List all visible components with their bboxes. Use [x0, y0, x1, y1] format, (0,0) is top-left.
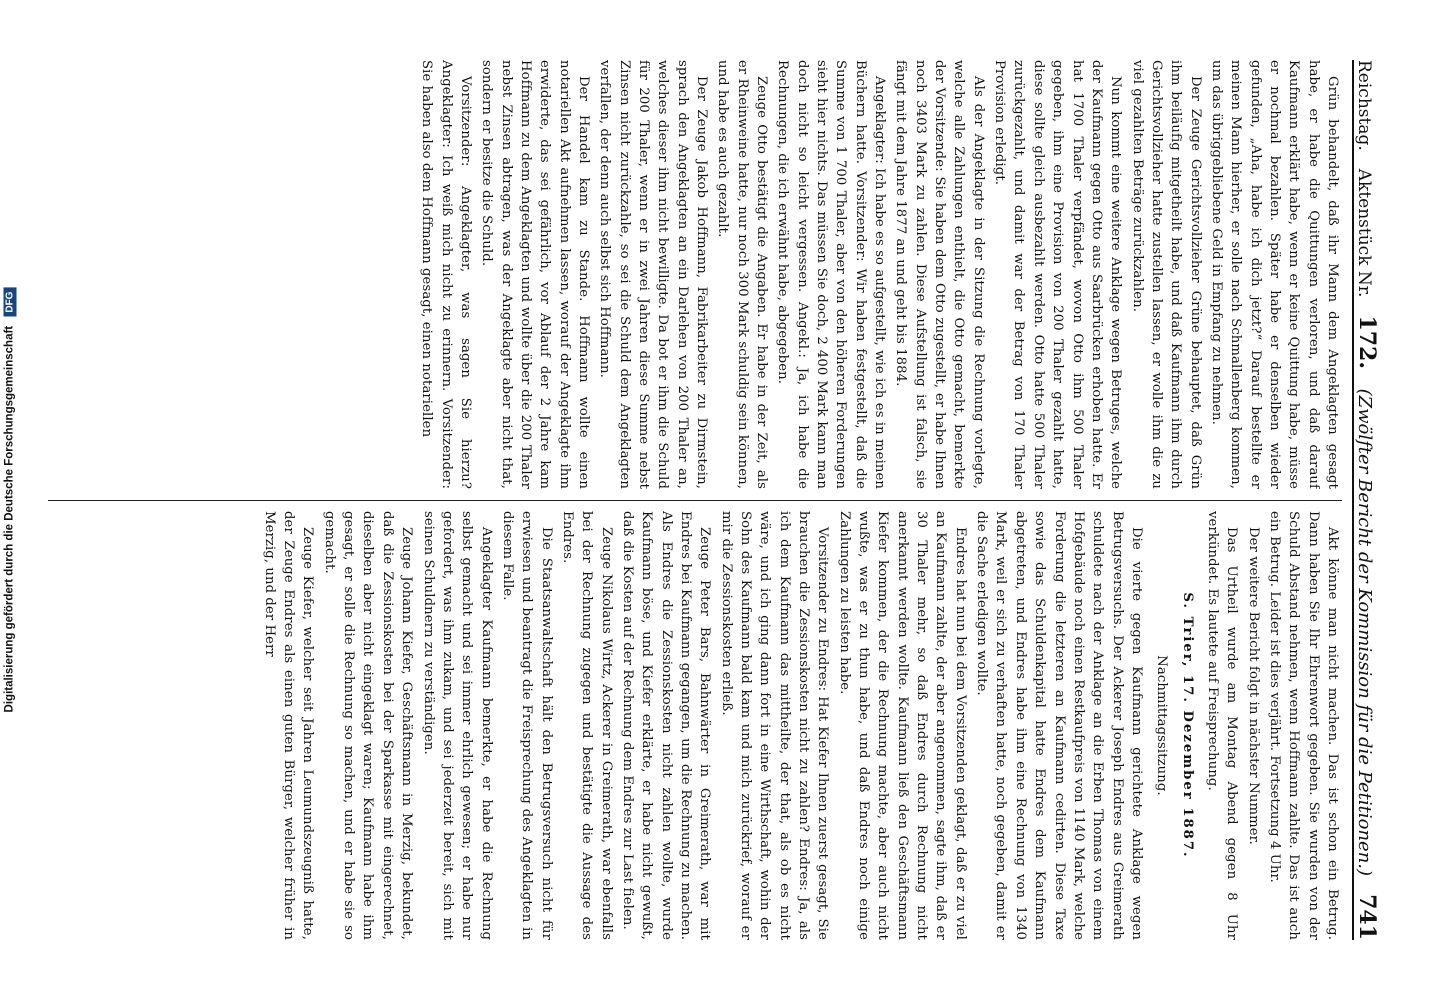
section-subtitle: Nachmittagssitzung. [1154, 655, 1170, 796]
paragraph: Der Handel kam zu Stande. Hoffmann wollte einen notariellen Akt aufnehmen lassen, worauf der Angeklagte ihm erwiderte, das sei gefährlich, vor Ablauf der 2 Jahre kam Hoffmann zu dem Angeklagten und wollte über die 200 Thaler nebst Zinsen abtragen, was der Angeklagte aber nicht that, sondern er besitze die Schuld. [479, 60, 591, 489]
dfg-logo: DFG [4, 288, 17, 317]
paragraph: Zeuge Peter Bars, Bahnwärter in Greimerath, war mit Endres bei Kaufmann gegangen, um die Rechnung zu machen. Als Endres die Zessionskosten nicht zahlen wollte, wurde Kaufmann böse, und Kiefer erklärte, er habe nicht gewußt, daß die Kosten auf der Rechnung dem Endres zur Last fielen. [619, 511, 713, 940]
paragraph: Grün behandelt, daß ihr Mann dem Angeklagten gesagt habe, er habe die Quittungen verloren, und daß darauf Kaufmann erklärt habe, wenn er keine Quittung habe, müsse er nochmal bezahlen. Später habe er denselben wieder gefunden, „Aha, habe ich dich jetzt?“ Darauf bestellte er meinen Mann hierher, er solle nach Schmallenberg kommen, um das übriggebliebene Geld in Empfang zu nehmen. [1208, 60, 1340, 489]
paragraph: Die vierte gegen Kaufmann gerichtete Anklage wegen Betrugsversuchs. Der Ackerer Joseph Endres aus Greimerath schuldete nach der Anklage an die Erben Thomas von einem Hofgebäude noch einen Restkaufpreis von 1140 Mark, welche Forderung die letzteren an Kaufmann cedirten. Diese Taxe sowie das Schuldenkapital hatte Endres dem Kaufmann abgetreten, und Endres habe ihm eine Rechnung von 1340 Mark, weil er sich zu verhaften hatte, noch gegeben, damit er die Sache erledigen wollte. [974, 511, 1144, 940]
paragraph: Die Staatsanwaltschaft hält den Betrugsversuch nicht für erwiesen und beantragt die Freisprechung des Angeklagten in diesem Falle. [499, 511, 554, 940]
paragraph: Zeuge Otto bestätigt die Angaben. Er habe in der Zeit, als er Rheinweine hatte, nur noch 300 Mark schuldig sein können, und habe es auch gezahlt. [715, 60, 770, 489]
page-header [1352, 60, 1394, 940]
credit-text: Digitalisierung gefördert durch die Deutsche Forschungsgemeinschaft [3, 325, 16, 713]
paragraph: Angeklagter: Ich habe es so aufgestellt, wie ich es in meinen Büchern hatte. Vorsitzender: Wir haben festgestellt, daß die Summe von 1 700 Thaler, aber von den höheren Forderungen sieht hier nichts. Das müssen Sie doch, 2 400 Mark kann man doch nicht so leicht vergessen. Angekl.: Ja, ich habe die Rechnungen, die ich erwähnt habe, abgegeben. [775, 60, 888, 489]
paragraph: Als der Angeklagte in der Sitzung die Rechnung vorlegte, welche alle Zahlungen enthielt, die Otto gemacht, bemerkte der Vorsitzende: Sie haben dem Otto zugestellt, er habe Ihnen noch 3403 Mark zu zahlen. Diese Aufstellung ist falsch, sie fängt mit dem Jahre 1877 an und geht bis 1884. [893, 60, 986, 489]
page-number: 741 [1354, 894, 1380, 940]
header-left-label: Reichstag. [1354, 60, 1374, 151]
section-dateline: S. Trier, 17. Dezember 1887. [1179, 592, 1195, 859]
header-center-title: (Zwölfter Bericht der Kommission für die Petitionen.) [1354, 388, 1375, 877]
header-left-sub: Aktenstück Nr. [1354, 168, 1374, 298]
paragraph: Nun kommt eine weitere Anklage wegen Betruges, welche der Kaufmann gegen Otto aus Saarbrücken erhoben hatte. Er hat 1700 Thaler verpfändet, wovon Otto ihm 500 Thaler gegeben, ihm eine Provision von 200 Thaler gezahlt hatte, diese sollte gleich ausbezahlt werden. Otto hatte 500 Thaler zurückgezahlt, und damit war der Betrag von 170 Thaler Provision erledigt. [992, 60, 1124, 489]
paragraph: Zeuge Nikolaus Wirtz, Ackerer in Greimerath, war ebenfalls bei der Rechnung zugegen und bestätigte die Aussage des Endres. [559, 511, 614, 940]
rotated-newspaper-page [20, 20, 1412, 980]
digitization-credit [0, 0, 20, 1000]
paragraph: Der weitere Bericht folgt in nächster Nummer. [1245, 527, 1261, 845]
paragraph: Zeuge Kiefer, welcher seit Jahren Leumundszeugniß hatte, der Zeuge Endres als einen guten Bürger, welcher früher in Merzig, und der Herr [261, 511, 316, 940]
paragraph: Angeklagter Kaufmann bemerkte, er habe die Rechnung selbst gemacht und sei immer ehrlich gewesen; er habe nur gefordert, was ihm zukam, und sei jederzeit bereit, sich mit seinen Schuldnern zu verständigen. [420, 511, 494, 940]
paragraph: Zeuge Johann Kiefer, Geschäftsmann in Merzig, bekundet, daß die Zessionskosten bei der Sparkasse mit eingerechnet, dieselben aber nicht eingeklagt waren; Kaufmann habe ihm gesagt, er solle die Rechnung so machen, und er habe sie so gemacht. [321, 511, 415, 940]
paragraph: Endres hat nun bei dem Vorsitzenden geklagt, daß er zu viel an Kaufmann zahlte, der aber angenommen, sagte ihm, daß er 30 Thaler mehr, so daß Endres durch Rechnung nicht anerkannt werden wollte. Kaufmann ließ den Geschäftsmann Kiefer kommen, der die Rechnung machte, aber auch nicht wußte, was er zu thun habe, und daß Endres noch einige Zahlungen zu leisten habe. [836, 511, 968, 940]
paragraph: Das Urtheil wurde am Montag Abend gegen 8 Uhr verkündet. Es lautete auf Freisprechung. [1204, 511, 1240, 940]
paragraph: Der Zeuge Gerichtsvollzieher Grüne behauptet, daß Grün ihm beiläufig mitgetheilt habe, und daß Kaufmann ihm durch Gerichtsvollzieher hatte zustellen lassen, er wolle ihm die zu viel gezahlten Beträge zurückzahlen. [1129, 60, 1203, 489]
paragraph: Der Zeuge Jakob Hoffmann, Fabrikarbeiter zu Dirmstein, sprach den Angeklagten an ein Darlehen von 200 Thaler an, welches dieser ihm nicht bewilligte. Da bot er ihm die Schuld für 200 Thaler, wenn er in zwei Jahren diese Summe nebst Zinsen nicht zurückzahle, so sei die Schuld dem Angeklagten verfallen, der denn auch selbst sich Hoffmann. [597, 60, 709, 489]
left-column [48, 60, 1342, 489]
issue-number: 172. [1354, 315, 1380, 370]
paragraph: Vorsitzender zu Endres: Hat Kiefer Ihnen zuerst gesagt, Sie brauchen die Zessionskosten nicht zu zahlen? Endres: Ja, als ich dem Kaufmann das mittheilte, der that, als ob es nicht wäre, und ich ging dann fort in eine Wirthschaft, wohin der Sohn des Kaufmann bald kam und mich zurückrief, worauf er mir die Zessionskosten erließ. [718, 511, 831, 940]
column-divider [48, 500, 1342, 501]
paragraph: Akt könne man nicht machen. Das ist schon ein Betrug. Dann haben Sie Ihr Ehrenwort gegeben. Sie wurden von der Schuld Abstand nehmen, wenn Hoffmann zahlte. Das ist auch ein Betrug. Leider ist dies verjährt. Fortsetzung 4 Uhr. [1266, 511, 1340, 940]
paragraph: Vorsitzender: Angeklagter, was sagen Sie hierzu? Angeklagter: Ich weiß mich nicht zu erinnern. Vorsitzender: Sie haben also dem Hoffmann gesagt, einen notariellen [419, 60, 473, 489]
right-column [48, 511, 1342, 940]
